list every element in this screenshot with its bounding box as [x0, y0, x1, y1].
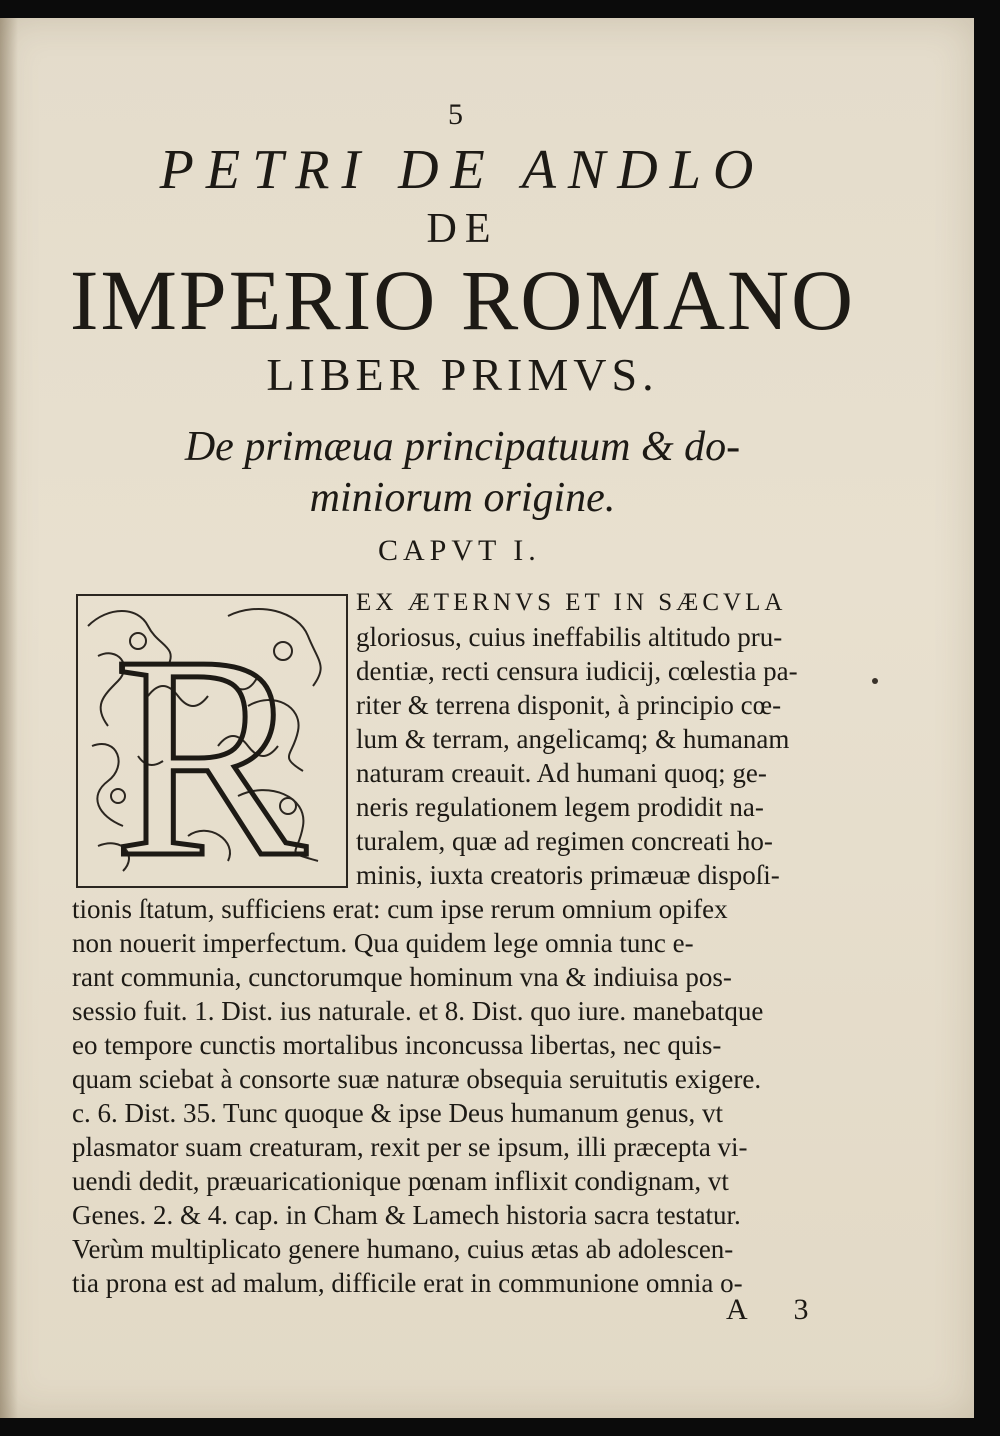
body-line: tionis ſtatum, sufficiens erat: cum ipse rerum omnium opifex	[72, 894, 728, 924]
body-line: dentiæ, recti censura iudicij, cœlestia pa-	[356, 656, 798, 686]
subtitle-line-1: De primæua principatuum & do-	[184, 424, 741, 470]
page-number: 5	[448, 98, 463, 131]
title-de: DE	[426, 206, 499, 252]
signature-mark: A 3	[726, 1293, 829, 1326]
chapter-heading: CAPVT I.	[378, 534, 541, 567]
body-line: Genes. 2. & 4. cap. in Cham & Lamech historia sacra testatur.	[72, 1200, 741, 1230]
body-line: plasmator suam creaturam, rexit per se ipsum, illi præcepta vi-	[72, 1132, 748, 1162]
body-line: lum & terram, angelicamq; & humanam	[356, 724, 790, 754]
body-line: non nouerit imperfectum. Qua quidem lege omnia tunc e-	[72, 928, 694, 958]
book-page	[0, 18, 974, 1418]
body-line: turalem, quæ ad regimen concreati ho-	[356, 826, 773, 856]
drop-cap-ornament	[76, 594, 348, 888]
body-line: uendi dedit, præuaricationique pœnam inflixit condignam, vt	[72, 1166, 729, 1196]
subtitle-line-2: miniorum origine.	[309, 475, 616, 521]
title-book: LIBER PRIMVS.	[266, 349, 659, 400]
title-main: IMPERIO ROMANO	[69, 252, 856, 348]
body-line: naturam creauit. Ad humani quoq; ge-	[356, 758, 767, 788]
drop-cap-illustration	[78, 596, 342, 882]
body-line: riter & terrena disponit, à principio cœ-	[356, 690, 782, 720]
drop-cap-letter: R	[113, 596, 307, 882]
body-line: EX ÆTERNVS ET IN SÆCVLA	[356, 589, 787, 616]
body-line: minis, iuxta creatoris primæuæ dispoſi-	[356, 860, 780, 890]
body-line: neris regulationem legem prodidit na-	[356, 792, 764, 822]
body-line: rant communia, cunctorumque hominum vna & indiuisa pos-	[72, 962, 732, 992]
title-author: PETRI DE ANDLO	[159, 139, 766, 201]
body-line: eo tempore cunctis mortalibus inconcussa libertas, nec quis-	[72, 1030, 722, 1060]
ink-blot	[872, 678, 878, 684]
body-line: Verùm multiplicato genere humano, cuius ætas ab adolescen-	[72, 1234, 734, 1264]
body-line: sessio fuit. 1. Dist. ius naturale. et 8. Dist. quo iure. manebatque	[72, 996, 764, 1026]
body-line: tia prona est ad malum, difficile erat in communione omnia o-	[72, 1268, 743, 1298]
body-line: quam sciebat à consorte suæ naturæ obsequia seruitutis exigere.	[72, 1064, 762, 1094]
body-line: gloriosus, cuius ineffabilis altitudo pru-	[356, 622, 783, 652]
body-line: c. 6. Dist. 35. Tunc quoque & ipse Deus humanum genus, vt	[72, 1098, 723, 1128]
